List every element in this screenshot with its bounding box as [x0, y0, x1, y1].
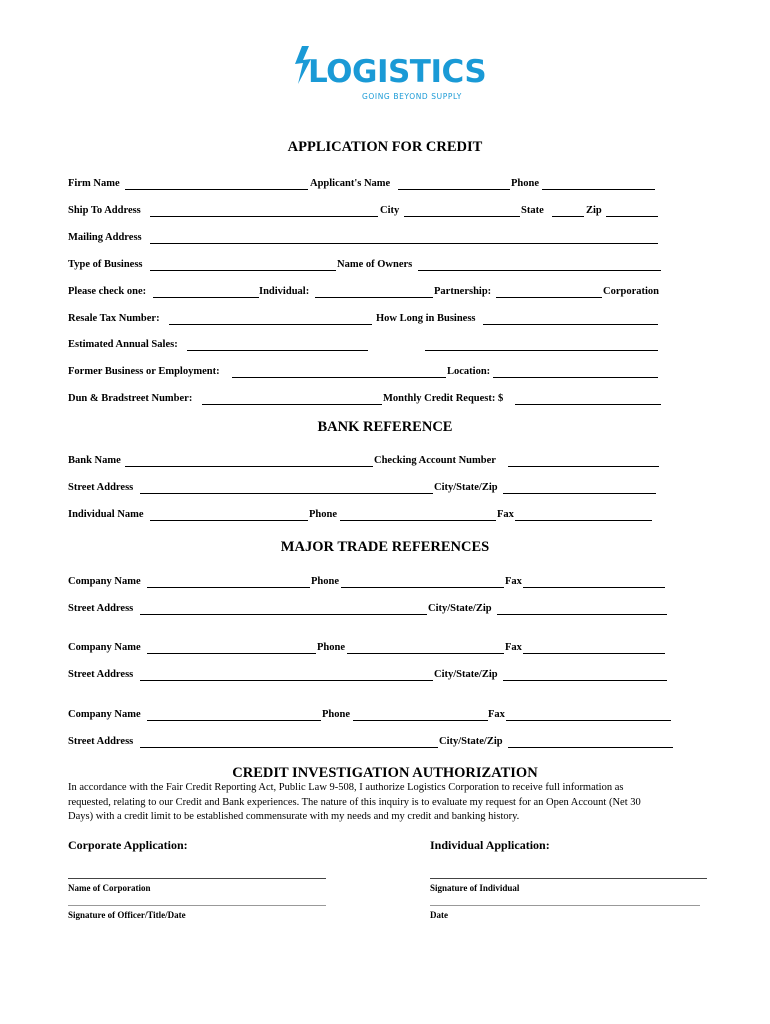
- partnership-label: Partnership:: [434, 286, 492, 297]
- trade-references-heading: MAJOR TRADE REFERENCES: [280, 539, 490, 555]
- trade-2-fax-field[interactable]: [523, 653, 665, 654]
- applicants-name-label: Applicant's Name: [310, 178, 391, 189]
- bank-street-field[interactable]: [140, 493, 433, 494]
- individual-label: Individual:: [259, 286, 310, 297]
- date-line[interactable]: [430, 905, 700, 906]
- state-field[interactable]: [552, 216, 584, 217]
- name-of-corporation-label: Name of Corporation: [68, 883, 151, 893]
- trade-3-fax-label: Fax: [488, 709, 505, 720]
- trade-3-company-field[interactable]: [147, 720, 321, 721]
- logo-wordmark: LOGISTICS: [308, 54, 487, 90]
- trade-3-city-label: City/State/Zip: [439, 736, 503, 747]
- trade-3-phone-field[interactable]: [353, 720, 488, 721]
- mailing-label: Mailing Address: [68, 232, 142, 243]
- resale-tax-field[interactable]: [169, 324, 372, 325]
- ship-to-label: Ship To Address: [68, 205, 141, 216]
- annual-sales-field-2[interactable]: [425, 350, 658, 351]
- monthly-credit-label: Monthly Credit Request: $: [383, 393, 504, 404]
- logo-tagline: GOING BEYOND SUPPLY: [362, 92, 462, 101]
- trade-3-phone-label: Phone: [322, 709, 351, 720]
- bank-name-label: Bank Name: [68, 455, 121, 466]
- signature-officer-label: Signature of Officer/Title/Date: [68, 910, 186, 920]
- type-of-business-label: Type of Business: [68, 259, 143, 270]
- trade-2-phone-label: Phone: [317, 642, 346, 653]
- trade-2-fax-label: Fax: [505, 642, 522, 653]
- corporation-check-field[interactable]: [496, 297, 602, 298]
- individual-check-field[interactable]: [153, 297, 259, 298]
- trade-1-phone-label: Phone: [311, 576, 340, 587]
- trade-2-street-field[interactable]: [140, 680, 433, 681]
- trade-1-street-field[interactable]: [140, 614, 427, 615]
- trade-2-street-label: Street Address: [68, 669, 134, 680]
- bank-city-state-zip-field[interactable]: [503, 493, 656, 494]
- trade-3-city-field[interactable]: [508, 747, 673, 748]
- how-long-field[interactable]: [483, 324, 658, 325]
- trade-1-city-label: City/State/Zip: [428, 603, 492, 614]
- page-title: APPLICATION FOR CREDIT: [287, 139, 483, 155]
- former-business-field[interactable]: [232, 377, 446, 378]
- dun-bradstreet-label: Dun & Bradstreet Number:: [68, 393, 193, 404]
- signature-of-individual-label: Signature of Individual: [430, 883, 520, 893]
- trade-1-phone-field[interactable]: [341, 587, 504, 588]
- name-of-corporation-line[interactable]: [68, 878, 326, 879]
- annual-sales-label: Estimated Annual Sales:: [68, 339, 178, 350]
- location-field[interactable]: [493, 377, 658, 378]
- mailing-field[interactable]: [150, 243, 658, 244]
- individual-application-heading: Individual Application:: [430, 838, 550, 852]
- bank-street-label: Street Address: [68, 482, 134, 493]
- partnership-check-field[interactable]: [315, 297, 433, 298]
- bank-reference-heading: BANK REFERENCE: [317, 419, 453, 435]
- please-check-label: Please check one:: [68, 286, 147, 297]
- authorization-text: [68, 781, 708, 825]
- signature-of-individual-line[interactable]: [430, 878, 707, 879]
- trade-1-company-label: Company Name: [68, 576, 141, 587]
- bank-name-field[interactable]: [125, 466, 373, 467]
- applicants-name-field[interactable]: [398, 189, 510, 190]
- individual-name-label: Individual Name: [68, 509, 144, 520]
- bank-fax-label: Fax: [497, 509, 514, 520]
- signature-officer-line[interactable]: [68, 905, 326, 906]
- firm-name-field[interactable]: [125, 189, 308, 190]
- trade-2-city-field[interactable]: [503, 680, 667, 681]
- zip-field[interactable]: [606, 216, 658, 217]
- company-logo: [292, 46, 492, 104]
- bank-phone-field[interactable]: [340, 520, 496, 521]
- authorization-line-2: requested, relating to our Credit and Bank experiences. The nature of this inquiry is to evaluate my request for an Open Account (Net 30: [68, 796, 641, 808]
- trade-1-city-field[interactable]: [497, 614, 667, 615]
- checking-account-label: Checking Account Number: [374, 455, 496, 466]
- trade-3-company-label: Company Name: [68, 709, 141, 720]
- name-of-owners-label: Name of Owners: [337, 259, 413, 270]
- name-of-owners-field[interactable]: [418, 270, 661, 271]
- authorization-line-1: In accordance with the Fair Credit Reporting Act, Public Law 9-508, I authorize Logistics Corporation to receive full information as: [68, 782, 624, 793]
- trade-1-street-label: Street Address: [68, 603, 134, 614]
- type-of-business-field[interactable]: [150, 270, 336, 271]
- authorization-line-3: Days) with a credit limit to be established commensurate with my needs and my credit and banking history.: [68, 811, 520, 822]
- bank-phone-label: Phone: [309, 509, 338, 520]
- trade-1-fax-label: Fax: [505, 576, 522, 587]
- trade-2-company-label: Company Name: [68, 642, 141, 653]
- individual-name-field[interactable]: [150, 520, 308, 521]
- corporate-application-heading: Corporate Application:: [68, 838, 188, 852]
- location-label: Location:: [447, 366, 491, 377]
- phone-field[interactable]: [542, 189, 655, 190]
- trade-2-city-label: City/State/Zip: [434, 669, 498, 680]
- trade-2-phone-field[interactable]: [347, 653, 504, 654]
- trade-1-fax-field[interactable]: [523, 587, 665, 588]
- city-label: City: [380, 205, 400, 216]
- bank-fax-field[interactable]: [515, 520, 652, 521]
- trade-1-company-field[interactable]: [147, 587, 310, 588]
- trade-2-company-field[interactable]: [147, 653, 316, 654]
- former-business-label: Former Business or Employment:: [68, 366, 220, 377]
- monthly-credit-field[interactable]: [515, 404, 661, 405]
- firm-name-label: Firm Name: [68, 178, 120, 189]
- bank-city-state-zip-label: City/State/Zip: [434, 482, 498, 493]
- authorization-heading: CREDIT INVESTIGATION AUTHORIZATION: [232, 765, 538, 781]
- resale-tax-label: Resale Tax Number:: [68, 313, 160, 324]
- checking-account-field[interactable]: [508, 466, 659, 467]
- corporation-label: Corporation: [603, 286, 659, 297]
- trade-3-street-field[interactable]: [140, 747, 438, 748]
- annual-sales-field[interactable]: [187, 350, 368, 351]
- city-field[interactable]: [404, 216, 520, 217]
- state-label: State: [521, 205, 544, 216]
- dun-bradstreet-field[interactable]: [202, 404, 382, 405]
- date-label: Date: [430, 910, 448, 920]
- zip-label: Zip: [586, 205, 602, 216]
- trade-3-fax-field[interactable]: [506, 720, 671, 721]
- ship-to-field[interactable]: [150, 216, 378, 217]
- trade-3-street-label: Street Address: [68, 736, 134, 747]
- how-long-label: How Long in Business: [376, 313, 476, 324]
- phone-label: Phone: [511, 178, 540, 189]
